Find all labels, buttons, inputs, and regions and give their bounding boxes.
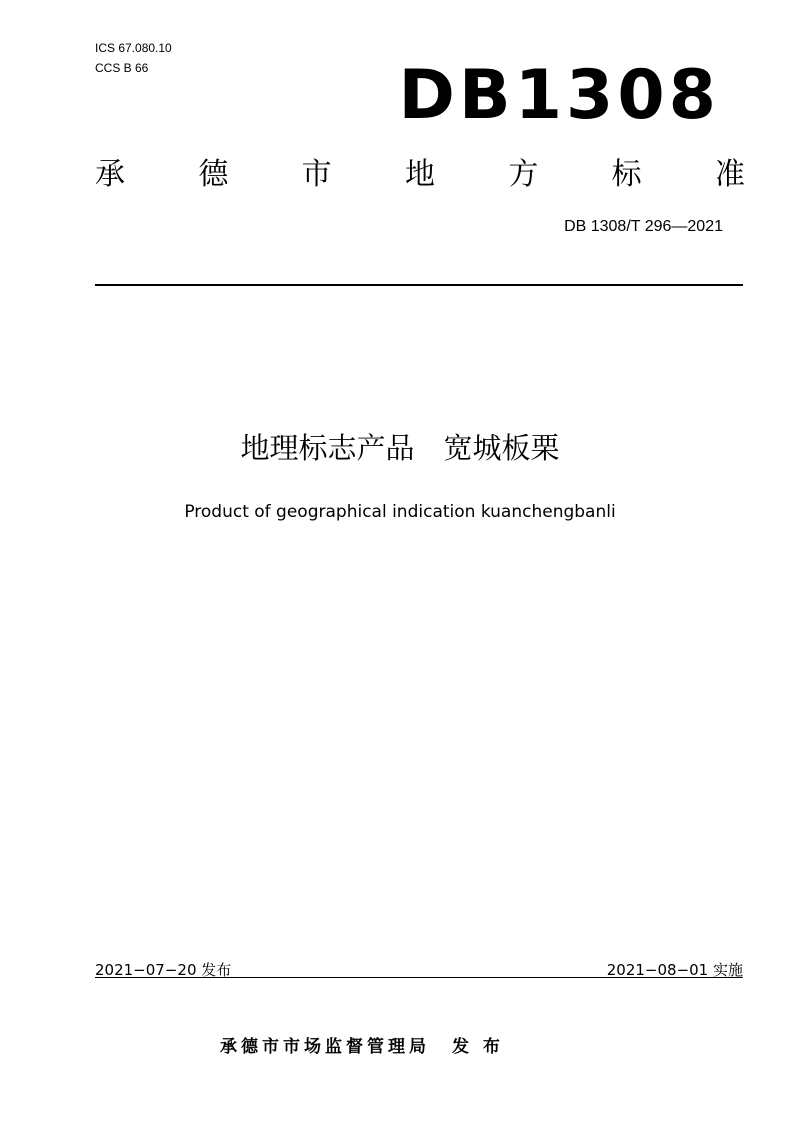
standard-type-char: 方	[508, 157, 539, 192]
standard-type-char: 地	[404, 157, 435, 192]
bottom-divider	[95, 977, 743, 978]
ics-code: ICS 67.080.10	[95, 41, 172, 55]
top-divider	[95, 284, 743, 286]
issuer-name: 承德市市场监督管理局	[220, 1037, 430, 1057]
standard-type-char: 承	[95, 157, 125, 192]
standard-type-title	[95, 157, 745, 192]
db-logo: DB1308	[398, 56, 720, 135]
title-chinese: 地理标志产品 宽城板栗	[240, 431, 560, 465]
standard-type-char: 市	[301, 157, 332, 192]
ccs-code: CCS B 66	[95, 61, 149, 75]
standard-type-char: 标	[611, 157, 642, 192]
standard-type-char: 准	[714, 157, 745, 192]
release-date: 2021−07−20 发布	[95, 961, 232, 979]
issuer-action: 发 布	[452, 1037, 504, 1057]
title-english: Product of geographical indication kuanchengbanli	[184, 502, 616, 522]
standard-type-char: 德	[198, 157, 229, 192]
standard-number: DB 1308/T 296—2021	[564, 218, 723, 235]
implementation-date: 2021−08−01 实施	[606, 961, 743, 979]
issuer-line	[220, 1032, 504, 1057]
